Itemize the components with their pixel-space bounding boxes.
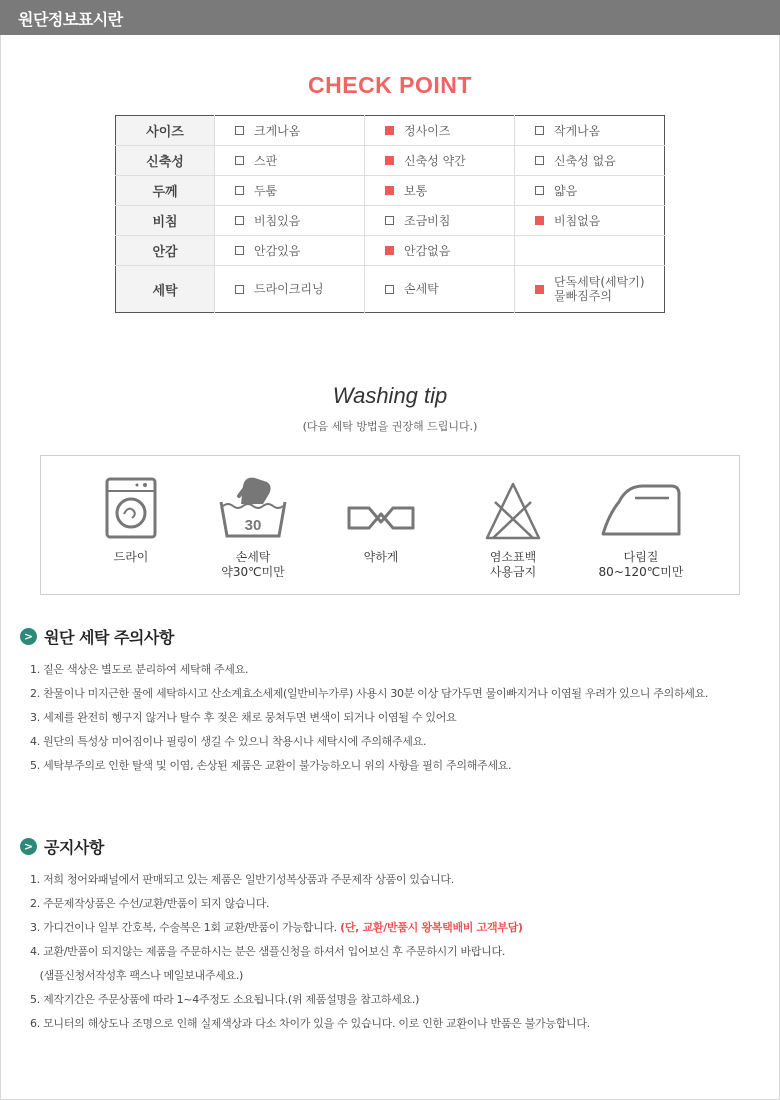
- list-item: 1. 저희 청어와패널에서 판매되고 있는 제품은 일반기성복상품과 주문제작 상품이 있습니다.: [30, 873, 454, 886]
- option-label: 스판: [254, 153, 278, 168]
- checked-box-icon: [385, 156, 394, 165]
- option-cell: [515, 266, 665, 313]
- list-item: 2. 주문제작상품은 수선/교환/반품이 되지 않습니다.: [30, 897, 270, 910]
- unchecked-box-icon: [385, 216, 394, 225]
- row-label: 신축성: [116, 146, 215, 176]
- option-cell: [515, 176, 665, 206]
- list-item: 5. 제작기간은 주문상품에 따라 1~4주정도 소요됩니다.(위 제품설명을 참고하세요.): [30, 993, 420, 1006]
- option-cell: [515, 236, 665, 266]
- checked-box-icon: [535, 285, 544, 294]
- unchecked-box-icon: [235, 285, 244, 294]
- option-cell: [365, 116, 515, 146]
- option-label: 보통: [404, 183, 428, 198]
- caution-title: 원단 세탁 주의사항: [44, 628, 174, 647]
- option-cell: [515, 206, 665, 236]
- option-label: 조금비침: [404, 213, 451, 228]
- wash-item-hand: [193, 456, 313, 596]
- option-cell: [215, 206, 365, 236]
- washing-tip-subtitle: (다음 세탁 방법을 권장해 드립니다.): [302, 420, 478, 433]
- list-item: 5. 세탁부주의로 인한 탈색 및 이염, 손상된 제품은 교환이 불가능하오니 위의 사항을 필히 주의해주세요.: [30, 759, 512, 772]
- list-item: 6. 모니터의 해상도나 조명으로 인해 실제색상과 다소 차이가 있을 수 있습니다. 이로 인한 교환이나 반품은 불가능합니다.: [30, 1017, 590, 1030]
- wash-item-dry: [71, 456, 191, 596]
- option-label: 손세탁: [404, 282, 439, 296]
- table-row: [116, 146, 665, 176]
- option-label: 단독세탁(세탁기) 물빠짐주의: [554, 275, 645, 303]
- unchecked-box-icon: [385, 285, 394, 294]
- temp-badge: 30: [244, 517, 262, 534]
- option-label: 신축성 없음: [554, 153, 616, 168]
- option-cell: [215, 266, 365, 313]
- option-label: 두툼: [254, 183, 278, 198]
- table-row: [116, 266, 665, 313]
- notice-list: [30, 868, 590, 1036]
- washing-tip-title: Washing tip: [332, 383, 448, 408]
- check-point-title: CHECK POINT: [308, 72, 472, 98]
- caution-list: [30, 658, 708, 778]
- hand-wash-icon: [193, 474, 313, 544]
- wash-item-no-bleach: [453, 456, 573, 596]
- option-label: 안감없음: [404, 243, 451, 258]
- dryer-icon: [71, 474, 191, 544]
- table-row: [116, 116, 665, 146]
- wash-item-gentle: [321, 456, 441, 596]
- row-label: 두께: [116, 176, 215, 206]
- unchecked-box-icon: [535, 186, 544, 195]
- option-cell: [515, 116, 665, 146]
- option-cell: [365, 206, 515, 236]
- chevron-right-icon: >: [20, 628, 37, 645]
- checked-box-icon: [385, 246, 394, 255]
- wash-label-dry: 드라이: [113, 550, 149, 564]
- unchecked-box-icon: [235, 126, 244, 135]
- option-cell: [365, 266, 515, 313]
- option-cell: [215, 236, 365, 266]
- checked-box-icon: [535, 216, 544, 225]
- option-label: 비침없음: [554, 213, 601, 228]
- option-label: 비침있음: [254, 213, 301, 228]
- option-cell: [215, 116, 365, 146]
- unchecked-box-icon: [235, 246, 244, 255]
- checked-box-icon: [385, 126, 394, 135]
- row-label: 안감: [116, 236, 215, 266]
- unchecked-box-icon: [235, 156, 244, 165]
- unchecked-box-icon: [535, 126, 544, 135]
- option-cell: [365, 236, 515, 266]
- row-label: 세탁: [116, 266, 215, 313]
- option-label: 신축성 약간: [404, 153, 466, 168]
- gentle-twist-icon: [321, 474, 441, 544]
- list-item: (샘플신청서작성후 팩스나 메일보내주세요.): [30, 969, 244, 982]
- option-cell: [365, 146, 515, 176]
- notice-header: [20, 835, 104, 858]
- washing-tip-box: [40, 455, 740, 595]
- notice-highlight: (단, 교환/반품시 왕복택배비 고객부담): [340, 921, 523, 934]
- list-item: 3. 가디건이나 일부 간호복, 수술복은 1회 교환/반품이 가능합니다. (단, 교환/반품시 왕복택배비 고객부담): [30, 921, 523, 934]
- option-label: 드라이크리닝: [254, 282, 324, 296]
- option-cell: [215, 146, 365, 176]
- chevron-right-icon: >: [20, 838, 37, 855]
- table-row: [116, 176, 665, 206]
- option-label: 얇음: [554, 183, 578, 198]
- check-point-table: [115, 115, 665, 313]
- list-item: 4. 교환/반품이 되지않는 제품을 주문하시는 분은 샘플신청을 하셔서 입어보신 후 주문하시기 바랍니다.: [30, 945, 506, 958]
- wash-item-iron: [581, 456, 701, 596]
- option-label: 작게나옴: [554, 123, 601, 138]
- wash-label-gentle: 약하게: [363, 550, 399, 564]
- list-item: 3. 세제를 완전히 헹구지 않거나 탈수 후 젖은 채로 뭉쳐두면 변색이 되거나 이염될 수 있어요: [30, 711, 457, 724]
- option-cell: [515, 146, 665, 176]
- checked-box-icon: [385, 186, 394, 195]
- list-item: 2. 찬물이나 미지근한 물에 세탁하시고 산소계효소세제(일반비누가루) 사용시 30분 이상 담가두면 물이빠지거나 이염될 우려가 있으니 주의하세요.: [30, 687, 709, 700]
- list-item: 4. 원단의 특성상 미어짐이나 필링이 생길 수 있으니 착용시나 세탁시에 주의해주세요.: [30, 735, 427, 748]
- option-cell: [215, 176, 365, 206]
- option-label: 크게나옴: [254, 123, 301, 138]
- wash-label-hand: 손세탁 약30℃미만: [221, 550, 285, 579]
- row-label: 사이즈: [116, 116, 215, 146]
- option-label: 안감있음: [254, 243, 301, 258]
- notice-title: 공지사항: [44, 838, 104, 857]
- iron-icon: [581, 474, 701, 544]
- table-row: [116, 236, 665, 266]
- caution-header: [20, 625, 174, 648]
- unchecked-box-icon: [235, 216, 244, 225]
- unchecked-box-icon: [535, 156, 544, 165]
- wash-label-no-bleach: 염소표백 사용금지: [489, 550, 537, 579]
- option-cell: [365, 176, 515, 206]
- row-label: 비침: [116, 206, 215, 236]
- unchecked-box-icon: [235, 186, 244, 195]
- option-label: 정사이즈: [404, 123, 451, 138]
- list-item: 1. 짙은 색상은 별도로 분리하여 세탁해 주세요.: [30, 663, 249, 676]
- no-bleach-icon: [453, 474, 573, 544]
- table-row: [116, 206, 665, 236]
- wash-label-iron: 다림질 80~120℃미만: [598, 550, 684, 579]
- page-title: 원단정보표시란: [18, 10, 123, 29]
- header-bar: [0, 0, 780, 35]
